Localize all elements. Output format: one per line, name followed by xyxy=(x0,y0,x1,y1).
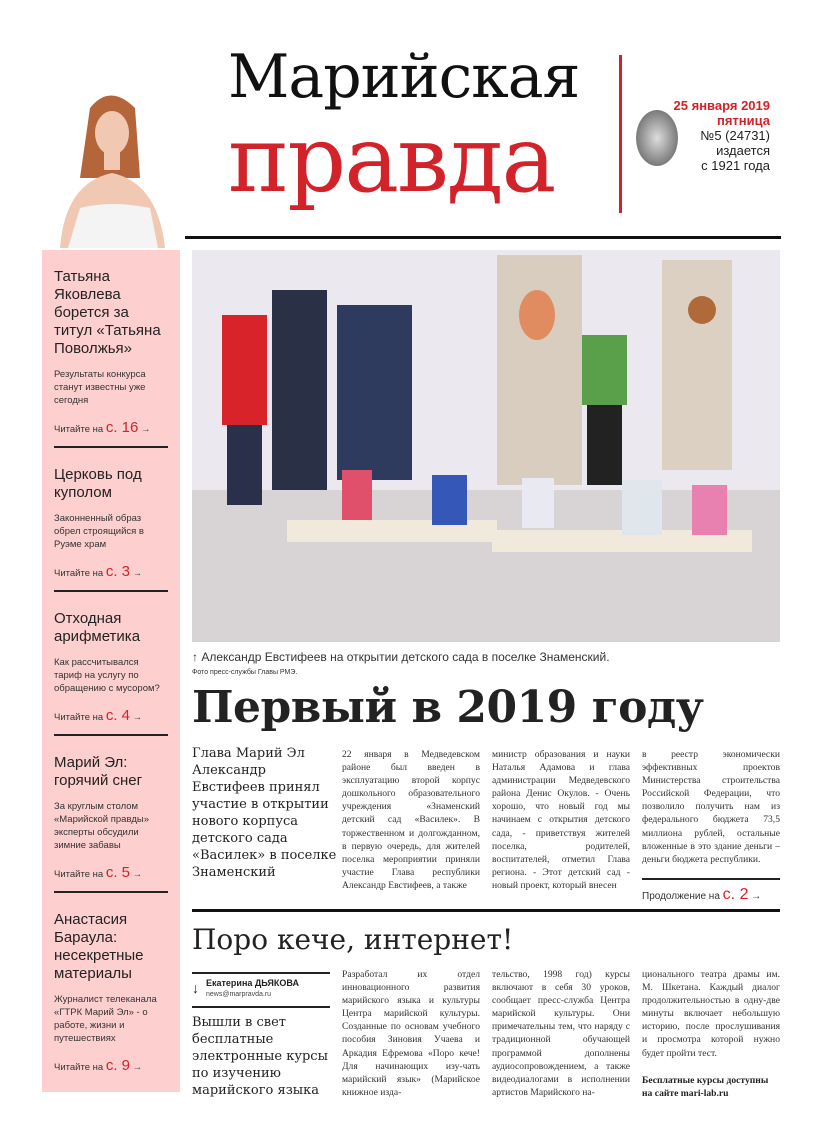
arrow-icon: → xyxy=(132,1062,143,1073)
arrow-icon: → xyxy=(132,712,143,723)
teaser-link[interactable] xyxy=(54,1057,168,1074)
teaser-link[interactable] xyxy=(54,864,168,881)
second-lead: Вышли в свет бесплатные электронные курсы по изучению марийского языка xyxy=(192,1015,328,1098)
teaser[interactable] xyxy=(54,736,168,893)
teaser-link[interactable] xyxy=(54,419,168,436)
author-block xyxy=(192,972,330,1008)
read-label: Читайте на xyxy=(54,1062,104,1073)
read-label: Читайте на xyxy=(54,869,104,880)
sidebar-teasers xyxy=(42,250,180,1092)
teaser[interactable] xyxy=(54,592,168,736)
teaser-title: Отходная арифметика xyxy=(54,610,141,645)
issue-number: №5 (24731) xyxy=(700,128,770,143)
page-ref: с. 4 xyxy=(105,707,130,724)
masthead-line1: Марийская xyxy=(228,42,580,112)
teaser-title: Марий Эл: горячий снег xyxy=(54,754,143,789)
divider xyxy=(619,55,622,213)
teaser-title: Татьяна Яковлева борется за титул «Татьяна Поволжья» xyxy=(54,268,161,357)
arrow-icon: → xyxy=(140,424,151,435)
main-photo xyxy=(192,250,780,642)
author-name: Екатерина ДЬЯКОВА xyxy=(206,978,299,988)
divider xyxy=(185,236,781,239)
arrow-down-icon: ↓ xyxy=(192,980,199,996)
teaser-link[interactable] xyxy=(54,563,168,580)
continued-link[interactable] xyxy=(642,878,780,904)
arrow-icon: → xyxy=(132,568,143,579)
issue-info xyxy=(674,98,770,173)
order-seal-icon xyxy=(636,110,678,166)
second-headline[interactable]: Поро кече, интернет! xyxy=(192,923,514,956)
since-1: издается xyxy=(716,143,770,158)
article-column-wrap xyxy=(642,748,780,904)
teaser-title: Церковь под куполом xyxy=(54,466,142,501)
page-ref: с. 3 xyxy=(105,563,130,580)
divider xyxy=(192,909,780,912)
main-headline[interactable]: Первый в 2019 году xyxy=(192,682,704,733)
article-column: министр образования и науки Наталья Адамова и глава администрации Медведевского района Денис Окулов. - Очень хорошо, что новый год мы начинаем с открытия детского сада, - приветствуя жителей поселка, родителей, воспитателей, отметил Глава региона. - Этот детский сад - новый проект, который внесен xyxy=(492,749,630,891)
page-ref: с. 5 xyxy=(105,864,130,881)
cover-girl-photo xyxy=(40,88,180,248)
since-2: с 1921 года xyxy=(701,158,770,173)
teaser-desc: Законненный образ обрел строящийся в Руэме храм xyxy=(54,513,144,550)
issue-weekday: пятница xyxy=(716,113,770,128)
main-lead: Глава Марий Эл Александр Евстифеев принял участие в открытии нового корпуса детского сада «Василек» в поселке Знаменский xyxy=(192,746,337,880)
continued-label: Продолжение на xyxy=(642,890,720,902)
photo-caption: ↑ Александр Евстифеев на открытии детского сада в поселке Знаменский. xyxy=(192,650,610,664)
article-column-wrap xyxy=(642,968,780,1100)
read-label: Читайте на xyxy=(54,424,104,435)
arrow-icon: → xyxy=(751,890,762,902)
photo-credit: Фото пресс-службы Главы РМЭ. xyxy=(192,669,298,676)
teaser[interactable] xyxy=(54,893,168,1084)
teaser-link[interactable] xyxy=(54,707,168,724)
masthead-line2: правда xyxy=(228,106,555,213)
page-ref: с. 2 xyxy=(722,885,749,903)
article-column: в реестр экономически эффективных проектов Министерства строительства Российской Федерации, что позволило получить нам из федерального бюджета 73,5 миллиона рублей, остальные вложенные в это здание деньги – деньги бюджета республики. xyxy=(642,749,780,865)
issue-date: 25 января 2019 xyxy=(673,98,770,113)
teaser[interactable] xyxy=(54,250,168,448)
course-link-note[interactable]: Бесплатные курсы доступны на сайте mari-lab.ru xyxy=(642,1074,769,1099)
teaser-title: Анастасия Бараула: несекретные материалы xyxy=(54,911,144,982)
read-label: Читайте на xyxy=(54,712,104,723)
author-email[interactable]: news@marpravda.ru xyxy=(206,991,272,998)
article-column: Разработал их отдел инновационного развития марийского языка и культуры Центра марийской культуры. Созданные по основам учебного пособия Зиновия Учаева и Аркадия Ефремова «Поро кече! Для начинающих изу-чать марийский язык» (Марийское книжное изда- xyxy=(342,969,480,1098)
teaser-desc: Результаты конкурса станут известны уже сегодня xyxy=(54,369,146,406)
teaser[interactable] xyxy=(54,448,168,592)
page-ref: с. 16 xyxy=(105,419,139,436)
teaser-desc: Как рассчитывался тариф на услугу по обращению с мусором? xyxy=(54,657,160,694)
arrow-icon: → xyxy=(132,869,143,880)
page-ref: с. 9 xyxy=(105,1057,130,1074)
read-label: Читайте на xyxy=(54,568,104,579)
article-column: 22 января в Медведевском районе был введен в эксплуатацию второй корпус дошкольного образовательного учреждения «Знаменский детский сад «Василек». В торжественном и долгожданном, в первую очередь, для жителей поселка мероприятии приняли участие Глава республики Александр Евстифеев, а также xyxy=(342,749,480,891)
teaser-desc: Журналист телеканала «ГТРК Марий Эл» - о работе, жизни и путешествиях xyxy=(54,994,157,1044)
article-column: тельство, 1998 год) курсы включают в себя 30 уроков, сообщает пресс-служба Центра марийской культуры. Они примечательны тем, что наряду с традиционной обучающей программой дополнены аудиосопровождением, а также видеодиалогами в исполнении артистов Марийского на- xyxy=(492,969,630,1098)
article-column: ционального театра драмы им. М. Шкетана. Каждый диалог продолжительностью в одну-две минуты включает небольшую историю, после прослушивания и просмотра которой нужно будет пройти тест. xyxy=(642,969,780,1059)
teaser-desc: За круглым столом «Марийской правды» эксперты обсудили зимние забавы xyxy=(54,801,150,851)
